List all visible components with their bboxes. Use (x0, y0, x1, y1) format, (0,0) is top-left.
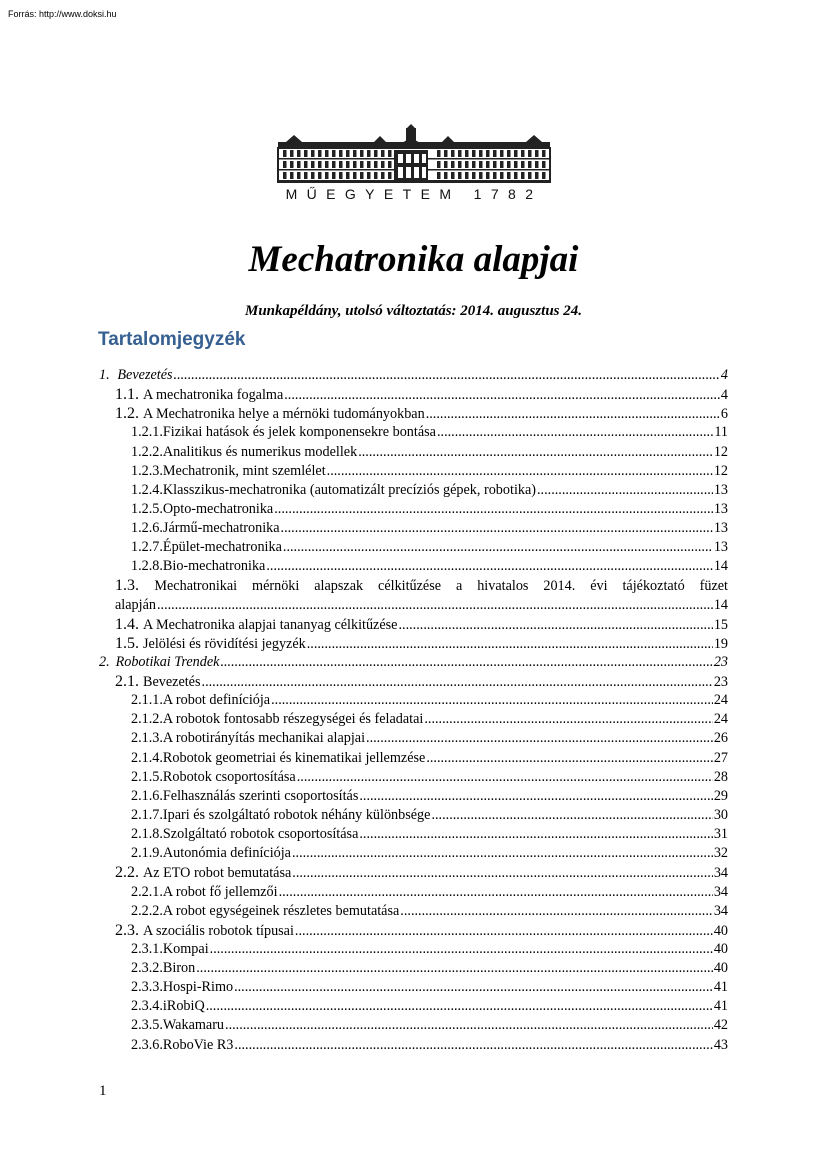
toc-page-number: 23 (713, 654, 728, 670)
toc-page-number: 24 (713, 711, 728, 727)
dot-leader (307, 635, 713, 654)
dot-leader (292, 844, 713, 863)
dot-leader (359, 825, 712, 844)
toc-entry[interactable] (131, 462, 728, 481)
dot-leader (398, 616, 712, 635)
toc-entry[interactable] (131, 806, 728, 825)
toc-entry[interactable] (131, 959, 728, 978)
dot-leader (206, 997, 713, 1016)
toc-entry-title: A mechatronika fogalma (143, 387, 284, 403)
toc-entry-number: 2.3.2. (131, 960, 163, 976)
toc-entry[interactable] (131, 825, 728, 844)
dot-leader (284, 386, 720, 405)
toc-entry-number: 2.2.2. (131, 903, 163, 919)
dot-leader (266, 557, 712, 576)
toc-entry[interactable] (115, 615, 728, 634)
toc-entry[interactable] (131, 423, 728, 442)
toc-entry-number: 2.3.4. (131, 998, 163, 1014)
toc-page-number: 42 (713, 1017, 728, 1033)
toc-entry-number: 1. (99, 367, 110, 383)
toc-entry-number: 2.1.2. (131, 711, 163, 727)
dot-leader (426, 405, 720, 424)
toc-entry[interactable] (131, 883, 728, 902)
toc-entry[interactable] (131, 1016, 728, 1035)
dot-leader (157, 596, 713, 615)
toc-entry-title: A robotirányítás mechanikai alapjai (162, 730, 366, 746)
dot-leader (424, 710, 712, 729)
toc-entry-title: Robotok geometriai és kinematikai jellemzése (162, 750, 426, 766)
toc-entry-title: Robotok csoportosítása (162, 769, 296, 785)
toc-entry-title: Bevezetés (117, 367, 173, 383)
toc-entry-number: 1.5. (115, 635, 139, 652)
toc-entry-number: 2.3.5. (131, 1017, 163, 1033)
toc-entry[interactable] (115, 576, 728, 595)
dot-leader (202, 673, 713, 692)
toc-entry[interactable] (115, 634, 728, 653)
toc-entry-number: 2.1.6. (131, 788, 163, 804)
toc-entry[interactable] (131, 729, 728, 748)
toc-entry[interactable] (99, 653, 728, 672)
toc-entry-title: Fizikai hatások és jelek komponensekre bontása (162, 424, 436, 440)
dot-leader (220, 653, 712, 672)
toc-entry-title: A robot egységeinek részletes bemutatása (162, 903, 400, 919)
dot-leader (359, 787, 712, 806)
toc-entry-title: Szolgáltató robotok csoportosítása (162, 826, 359, 842)
toc-entry[interactable] (99, 366, 728, 385)
toc-entry[interactable] (115, 672, 728, 691)
dot-leader (225, 1016, 713, 1035)
toc-entry-title: Bevezetés (143, 674, 201, 690)
dot-leader (537, 481, 713, 500)
toc-entry-title: Mechatronikai mérnöki alapszak célkitűzése a hivatalos 2014. évi tájékoztató füzet (154, 578, 728, 594)
toc-entry-title: Felhasználás szerinti csoportosítás (162, 788, 359, 804)
toc-page-number: 14 (713, 597, 728, 613)
toc-entry-title: Ipari és szolgáltató robotok néhány különbsége (162, 807, 431, 823)
toc-page-number: 40 (713, 941, 728, 957)
dot-leader (271, 691, 713, 710)
toc-entry-title: Épület-mechatronika (162, 539, 282, 555)
toc-entry[interactable] (131, 691, 728, 710)
toc-entry-title: Az ETO robot bemutatása (143, 865, 292, 881)
toc-entry[interactable] (131, 1036, 728, 1055)
dot-leader (234, 978, 713, 997)
dot-leader (295, 922, 713, 941)
toc-page-number: 14 (713, 558, 728, 574)
toc-entry[interactable] (131, 500, 728, 519)
toc-entry-title: Hospi-Rimo (162, 979, 234, 995)
toc-page-number: 13 (713, 482, 728, 498)
toc-entry-number: 1.3. (115, 577, 155, 594)
dot-leader (327, 462, 713, 481)
toc-entry-title: Jármű-mechatronika (162, 520, 280, 536)
toc-heading: Tartalomjegyzék (98, 329, 246, 350)
toc-entry-title: Wakamaru (162, 1017, 225, 1033)
dot-leader (234, 1036, 712, 1055)
toc-entry[interactable] (131, 902, 728, 921)
toc-entry-number: 2.3.6. (131, 1037, 163, 1053)
toc-entry-title: Autonómia definíciója (162, 845, 291, 861)
toc-page-number: 31 (713, 826, 728, 842)
toc-page-number: 13 (713, 539, 728, 555)
toc-page-number: 29 (713, 788, 728, 804)
toc-page-number: 6 (720, 406, 728, 422)
toc-page-number: 15 (713, 617, 728, 633)
toc-entry-title: A robot definíciója (162, 692, 271, 708)
toc-entry-number: 1.4. (115, 616, 139, 633)
toc-entry-number: 2.1.5. (131, 769, 163, 785)
toc-entry-number: 1.2.6. (131, 520, 163, 536)
toc-page-number: 30 (713, 807, 728, 823)
toc-page-number: 40 (713, 923, 728, 939)
toc-entry-title: Bio-mechatronika (162, 558, 266, 574)
dot-leader (431, 806, 712, 825)
toc-page-number: 28 (713, 769, 728, 785)
toc-entry-number: 2.1.9. (131, 845, 163, 861)
toc-entry-title: Robotikai Trendek (115, 654, 220, 670)
toc-entry[interactable] (115, 921, 728, 940)
document-subtitle: Munkapéldány, utolsó változtatás: 2014. augusztus 24. (244, 303, 582, 319)
dot-leader (366, 729, 713, 748)
toc-entry-number: 2.1.7. (131, 807, 163, 823)
toc-page-number: 26 (713, 730, 728, 746)
toc-page-number: 12 (713, 463, 728, 479)
toc-entry[interactable] (131, 443, 728, 462)
building-illustration (276, 124, 552, 184)
toc-page-number: 24 (713, 692, 728, 708)
toc-entry[interactable] (131, 538, 728, 557)
toc-entry[interactable] (115, 863, 728, 882)
toc-entry[interactable] (131, 787, 728, 806)
toc-entry-number: 1.2.1. (131, 424, 163, 440)
toc-entry[interactable] (131, 978, 728, 997)
toc-entry-number: 1.2.4. (131, 482, 163, 498)
toc-entry[interactable] (131, 768, 728, 787)
toc-page-number: 41 (713, 979, 728, 995)
dot-leader (283, 538, 713, 557)
toc-page-number: 34 (713, 865, 728, 881)
dot-leader (297, 768, 713, 787)
toc-page-number: 4 (720, 387, 728, 403)
toc-entry-title: RoboVie R3 (162, 1037, 234, 1053)
toc-entry-number: 2.1.3. (131, 730, 163, 746)
toc-entry-number: 1.2.5. (131, 501, 163, 517)
toc-entry-number: 1.2.3. (131, 463, 163, 479)
toc-page-number: 13 (713, 520, 728, 536)
toc-entry-number: 2. (99, 654, 110, 670)
toc-entry-number: 2.2. (115, 864, 139, 881)
toc-entry-title: A Mechatronika helye a mérnöki tudományokban (143, 406, 425, 422)
toc-entry-number: 1.2.2. (131, 444, 163, 460)
toc-entry-number: 1.2.7. (131, 539, 163, 555)
toc-entry-number: 2.3.1. (131, 941, 163, 957)
toc-entry-title: Opto-mechatronika (162, 501, 274, 517)
toc-page-number: 11 (714, 424, 728, 440)
toc-entry-title: iRobiQ (162, 998, 205, 1014)
toc-entry-title: A Mechatronika alapjai tananyag célkitűzése (143, 617, 398, 633)
dot-leader (210, 940, 713, 959)
toc-entry-number: 2.3. (115, 922, 139, 939)
dot-leader (400, 902, 713, 921)
toc-entry-number: 2.1.4. (131, 750, 163, 766)
toc-entry[interactable] (131, 997, 728, 1016)
toc-page-number: 34 (713, 903, 728, 919)
toc-entry-number: 2.1.1. (131, 692, 163, 708)
toc-entry-title-continued: alapján (115, 597, 156, 613)
dot-leader (279, 883, 713, 902)
dot-leader (281, 519, 713, 538)
toc-entry[interactable] (115, 385, 728, 404)
dot-leader (426, 749, 713, 768)
toc-page-number: 27 (713, 750, 728, 766)
toc-entry[interactable] (131, 557, 728, 576)
toc-entry-title: Jelölési és rövidítési jegyzék (143, 636, 306, 652)
toc-page-number: 34 (713, 884, 728, 900)
toc-entry[interactable] (131, 519, 728, 538)
toc-entry-number: 1.1. (115, 386, 139, 403)
toc-entry-title: Klasszikus-mechatronika (automatizált precíziós gépek, robotika) (162, 482, 536, 498)
document-title: Mechatronika alapjai (248, 239, 579, 280)
toc-entry-number: 2.1. (115, 673, 139, 690)
toc-entry[interactable] (131, 844, 728, 863)
toc-page-number: 40 (713, 960, 728, 976)
toc-entry-title: A robot fő jellemzői (162, 884, 278, 900)
toc-entry-number: 2.3.3. (131, 979, 163, 995)
toc-entry-number: 1.2.8. (131, 558, 163, 574)
toc-entry[interactable] (131, 710, 728, 729)
toc-page-number: 13 (713, 501, 728, 517)
toc-entry-title: Biron (162, 960, 196, 976)
dot-leader (292, 864, 713, 883)
toc-entry-number: 1.2. (115, 405, 139, 422)
toc-page-number: 23 (713, 674, 728, 690)
toc-page-number: 12 (713, 444, 728, 460)
toc-entry-title: Kompai (162, 941, 209, 957)
toc-entry-number: 2.1.8. (131, 826, 163, 842)
university-logo (276, 124, 552, 206)
toc-page-number: 41 (713, 998, 728, 1014)
source-note[interactable]: Forrás: http://www.doksi.hu (8, 9, 117, 19)
toc-entry-continuation[interactable] (115, 596, 728, 615)
toc-entry[interactable] (115, 404, 728, 423)
toc-page-number: 19 (713, 636, 728, 652)
toc-entry[interactable] (131, 940, 728, 959)
toc-entry[interactable] (131, 749, 728, 768)
toc-entry-title: A szociális robotok típusai (143, 923, 294, 939)
dot-leader (174, 366, 720, 385)
logo-caption: MŰEGYETEM 1782 (285, 186, 543, 202)
dot-leader (358, 443, 713, 462)
toc-page-number: 32 (713, 845, 728, 861)
toc-entry[interactable] (131, 481, 728, 500)
toc-entry-title: Mechatronik, mint szemlélet (162, 463, 326, 479)
dot-leader (437, 423, 713, 442)
toc-entry-title: A robotok fontosabb részegységei és feladatai (162, 711, 424, 727)
dot-leader (274, 500, 713, 519)
dot-leader (196, 959, 713, 978)
toc-entry-title: Analitikus és numerikus modellek (162, 444, 358, 460)
toc-page-number: 43 (713, 1037, 728, 1053)
toc-page-number: 4 (720, 367, 728, 383)
toc-entry-number: 2.2.1. (131, 884, 163, 900)
page-number: 1 (99, 1083, 107, 1099)
